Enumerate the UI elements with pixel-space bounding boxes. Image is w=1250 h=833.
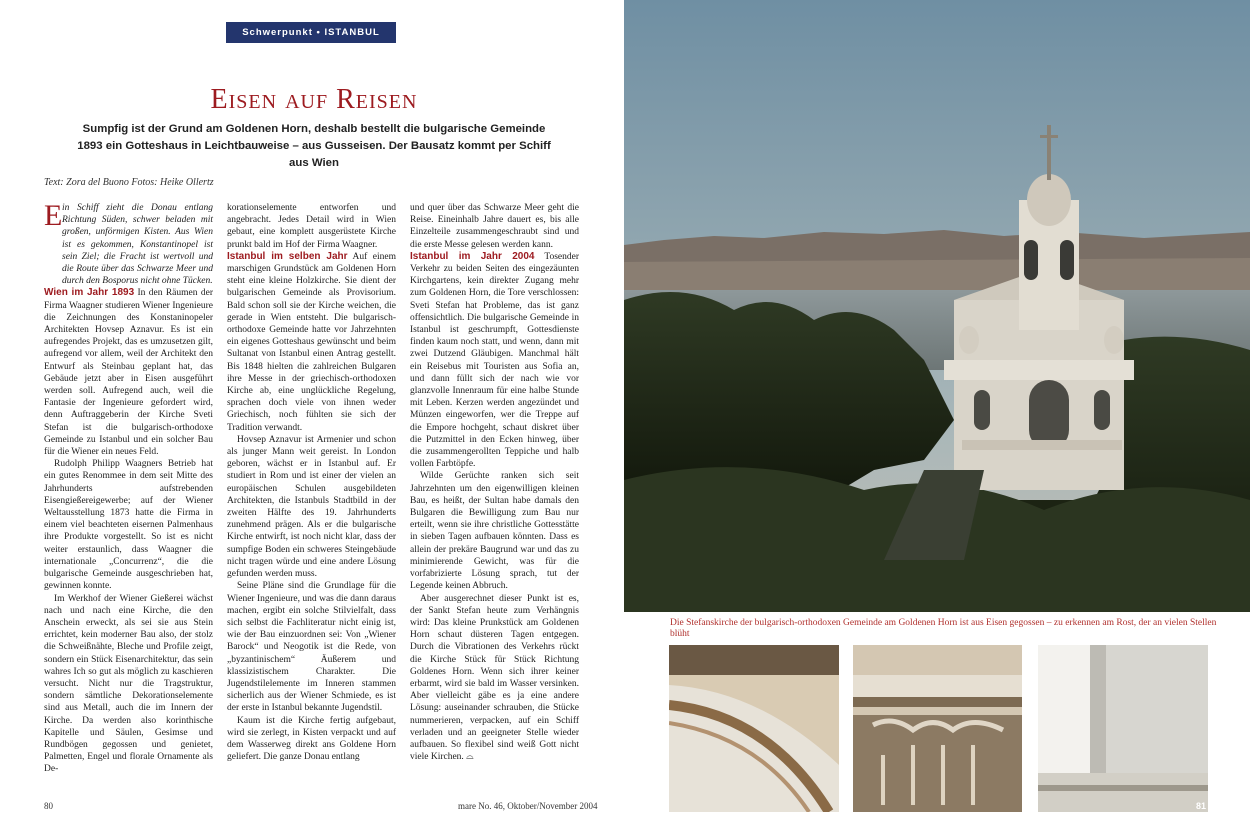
paragraph: korationselemente entworfen und angebracht. Jedes Detail wird in Wien gebaut, eine komplett ausgerüstete Kirche prunkt bald im Hof der Firma Waagner.: [227, 203, 396, 250]
paragraph-text: Tosender Verkehr zu beiden Seiten des eingezäunten Kirchgartens, kein direkter Zugang mehr zum Goldenen Horn, die Tore verschlossen: Sveti Stefan hat Probleme, das ist ganz offensichtlich. Die bulgarische Gemeinde in Istanbul ist geschrumpft, Gottesdienste finden kaum noch statt, und wenn, dann mit zwei Dutzend Gläubigen. Manchmal hält ein Reisebus mit Touristen aus Sofia an, und dann füllt sich der nach wie vor glanzvolle Innenraum für eine halbe Stunde mit Leben. Kerzen werden angezündet und Münzen eingeworfen, wer die Treppe auf die Empore hochgeht, schaut diskret über die Putzmittel in den Ecken hinweg, über die zusammengerollten Teppiche und halb vollen Farbtöpfe.: [410, 251, 579, 470]
lead-text: in Schiff zieht die Donau entlang Richtung Süden, schwer beladen mit großen, unförmigen Kisten. Aus Wien ist es gekommen, Konstantinopel ist sein Ziel; die Fracht ist wertvoll und die Route über das Schwarze Meer und durch den Bosporus nicht ohne Tücken.: [62, 203, 213, 287]
paragraph: [227, 251, 396, 434]
subhead: Istanbul im Jahr 2004: [410, 250, 535, 262]
text-column-1: [44, 199, 213, 776]
subhead: Wien im Jahr 1893: [44, 287, 135, 299]
paragraph: Seine Pläne sind die Grundlage für die Wiener Ingenieure, und was die dann daraus machen, ergibt ein solche Stilvielfalt, dass sich selbst die Fachliteratur nicht einig ist, wie der Bau einzuordnen sei: Von „Wiener Barock“ und Neogotik ist die Rede, von „byzantinischem“ Äußerem und klassizistischem Charakter. Die Jugendstilelemente im Inneren stammen sicherlich aus der Wiener Schmiede, es ist der erste in Istanbul bekannte Jugendstil.: [227, 581, 396, 714]
left-page: [0, 0, 612, 833]
text-column-3: [410, 202, 579, 763]
paragraph: Hovsep Aznavur ist Armenier und schon als junger Mann weit gereist. In London geboren, wächst er in Istanbul auf. Er studiert in Rom und ist einer der vielen an europäischen Schulen ausgebildeten Architekten, die Istanbuls Stadtbild in der zweiten Hälfte des 19. Jahrhunderts zunehmend prägen. Als er die bulgarische Kirche entwirft, ist noch nicht klar, dass der sumpfige Boden ein schweres Steingebäude nicht tragen würde und eine andere Lösung gefunden werden muss.: [227, 434, 396, 580]
paragraph-text: Auf einem marschigen Grundstück am Goldenen Horn steht eine kleine Holzkirche. Sie dient der bulgarischen Gemeinde als Provisorium. Bald schon soll sie der Kirche weichen, die gerade in Wien entsteht. Die bulgarisch-orthodoxe Gemeinde hatte vor Jahrzehnten ein eigenes Gotteshaus gewünscht und beim Sultanat von Istanbul einen Antrag gestellt. Bis 1848 hielten die zahlreichen Bulgaren ihre Messe in der griechisch-orthodoxen Kirche ab, eine unglückliche Regelung, sprachen doch viele von ihnen weder Griechisch, noch fühlten sie sich der Tradition verwandt.: [227, 251, 396, 433]
article-deck: Sumpfig ist der Grund am Goldenen Horn, deshalb bestellt die bulgarische Gemeinde 1893 ein Gotteshaus in Leichtbauweise – aus Gusseisen. Der Bausatz kommt per Schiff aus Wien: [77, 123, 551, 169]
detail-photo-2-illustration: [853, 645, 1022, 812]
magazine-issue: mare No. 46, Oktober/November 2004: [458, 801, 598, 811]
photo-caption: Die Stefanskirche der bulgarisch-orthodoxen Gemeinde am Goldenen Horn ist aus Eisen gegossen – zu erkennen am Rost, der an vielen Stellen blüht: [670, 618, 1217, 639]
lead-paragraph: [44, 199, 213, 287]
detail-photo-column-base: [1038, 645, 1208, 812]
page-number-right: 81: [1195, 801, 1206, 811]
paragraph: [44, 287, 213, 458]
text-column-2: [227, 202, 396, 763]
detail-photo-1-illustration: [669, 645, 839, 812]
detail-photo-rust-frame: [669, 645, 839, 812]
article-headline: Eisen auf Reisen: [210, 84, 418, 115]
paragraph: Wilde Gerüchte ranken sich seit Jahrzehnten um den eigenwilligen kleinen Bau, es heißt, der Sultan habe damals den Bulgaren die Bewilligung zum Bau nur erteilt, wenn sie ihre christliche Gottesstätte in sieben Tagen aufbauen könnten. Dass es allein der prekäre Baugrund war und das zu minimierende Gewicht, was für die vorfabrizierte Lösung sprach, tut der Legende keinen Abbruch.: [410, 471, 579, 592]
subhead: Istanbul im selben Jahr: [227, 250, 348, 262]
church-photo: [624, 0, 1250, 612]
paragraph: Aber ausgerechnet dieser Punkt ist es, der Sankt Stefan heute zum Verhängnis wird: Das kleine Prunkstück am Goldenen Horn schaut düsteren Tagen entgegen. Durch die Vibrationen des Verkehrs rückt die Kirche Stück für Stück Richtung Goldenes Horn. Wenn sich ihrer keiner erbarmt, wird sie bald im Wasser versinken. Aber vielleicht gäbe es ja eine andere Lösung: auseinander schrauben, die Stücke nummerieren, verpacken, auf ein Schiff verladen und an geeigneter Stelle wieder aufbauen. So flexibel sind weiß Gott nicht viele Kirchen. ⌓: [410, 593, 579, 763]
paragraph: Kaum ist die Kirche fertig aufgebaut, wird sie zerlegt, in Kisten verpackt und auf dem Wasserweg direkt ans Goldene Horn geliefert. Die ganze Donau entlang: [227, 715, 396, 763]
paragraph: Rudolph Philipp Waagners Betrieb hat ein gutes Renommee in dem seit Mitte des Jahrhunderts aufstrebenden Eisengießereigewerbe; auf der Wiener Weltausstellung 1873 hatte die Firma in einem viel beachteten eisernen Palmenhaus ihre Produkte vorgestellt. So ist es nicht weiter erstaunlich, dass Waagner die internationale „Concurrenz“, die die bulgarische Gemeinde ausgeschrieben hat, gewinnen konnte.: [44, 459, 213, 592]
section-kicker: Schwerpunkt • ISTANBUL: [226, 22, 396, 43]
paragraph: [410, 251, 579, 471]
detail-photo-capital: [853, 645, 1022, 812]
detail-photo-3-illustration: [1038, 645, 1208, 812]
drop-cap: E: [44, 199, 63, 232]
paragraph: Im Werkhof der Wiener Gießerei wächst nach und nach eine Kirche, die den Anschein erweckt, als sei sie aus Stein errichtet, kein moderner Bau also, der stolz die Schweißnähte, Bleche und Profile zeigt, sondern ein Stück Eisenarchitektur, das sein wahres Ich so gut als möglich zu kaschieren versucht. Nicht nur die Tragstruktur, sondern sämtliche Dekorationselemente sind aus Metall, auch die im Innern der Kirche. Da werden also korinthische Kapitelle und Säulen, Gesimse und Rundbögen gegossen und genietet, Palmetten, Engel und florale Ornamente als De-: [44, 593, 213, 775]
right-page: [624, 0, 1250, 833]
byline: Text: Zora del Buono Fotos: Heike Ollertz: [44, 177, 214, 188]
paragraph-text: In den Räumen der Firma Waagner studieren Wiener Ingenieure die Zeichnungen des Konstaninopeler Architekten Hovsep Aznavur. Es ist ein aufregendes Projekt, das es umzusetzen gilt, aufregend vor allem, weil der Architekt den Entwurf als Steinbau geplant hat, das Gebäude jetzt aber in Eisen ausgeführt werden soll. Aufregend auch, weil die Fantasie der Ingenieure gefordert wird, denn Auftraggeberin der Kirche Sveti Stefan ist die bulgarisch-orthodoxe Gemeinde zu Istanbul und ein solcher Bau für die Wiener ein neues Feld.: [44, 288, 213, 458]
paragraph: und quer über das Schwarze Meer geht die Reise. Eineinhalb Jahre dauert es, bis alle Einzelteile zusammengeschraubt sind und die erste Messe gelesen werden kann.: [410, 203, 579, 250]
church-photo-illustration: [624, 0, 1250, 612]
page-number-left: 80: [44, 801, 53, 811]
